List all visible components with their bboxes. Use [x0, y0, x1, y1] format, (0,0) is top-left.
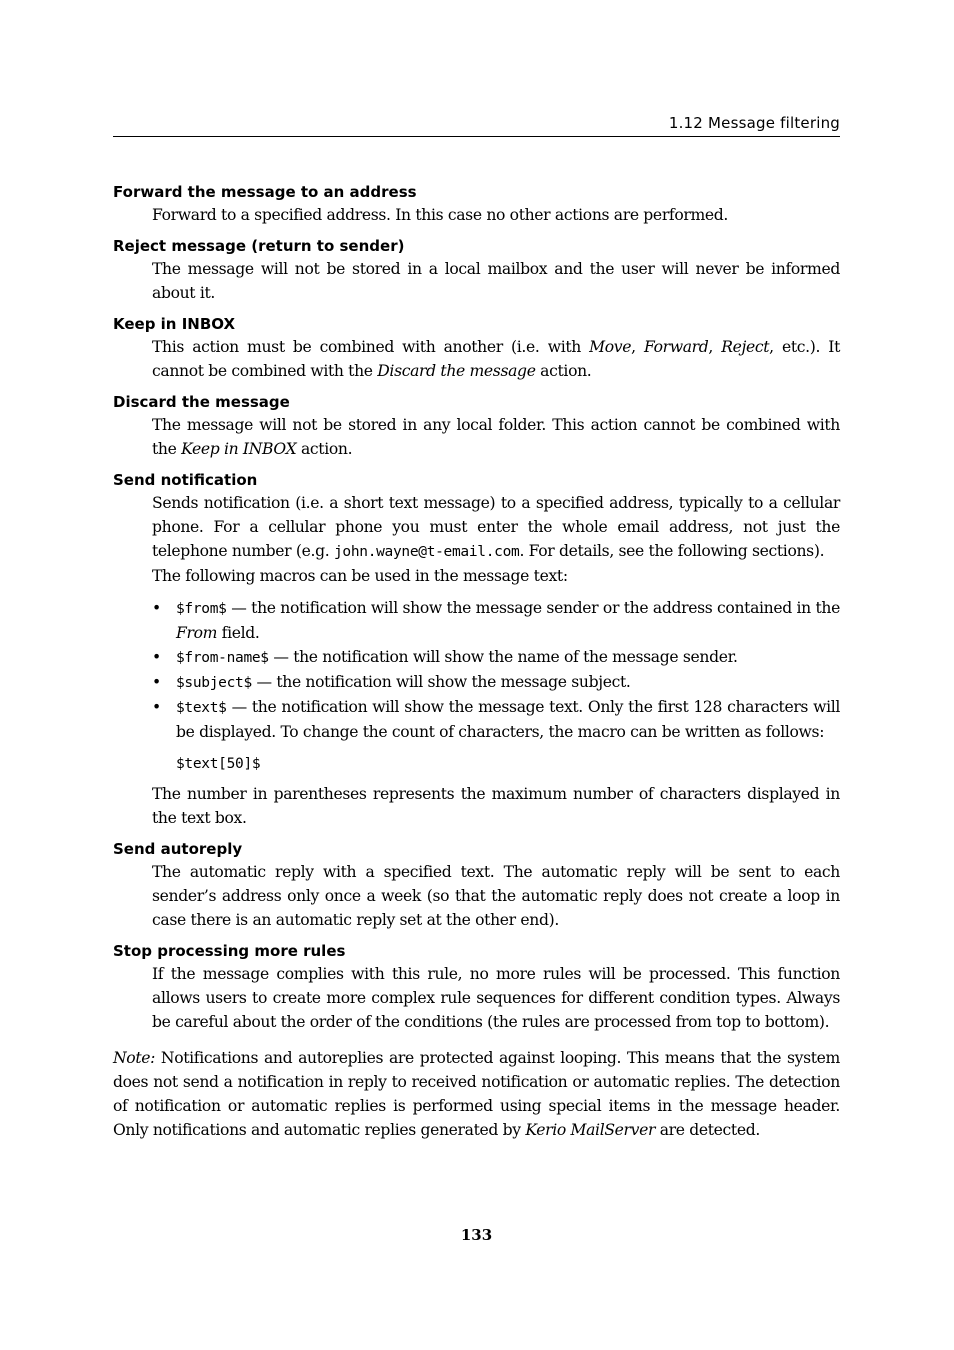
item-send-autoreply	[113, 838, 840, 932]
action-definition-list	[113, 181, 840, 1142]
desc-discard: The message will not be stored in any local folder. This action cannot be combined with the Keep in INBOX action.	[152, 416, 840, 458]
item-keep-in-inbox	[113, 313, 840, 383]
term-forward: Forward the message to an address	[113, 183, 417, 201]
desc-reject: The message will not be stored in a local mailbox and the user will never be informed about it.	[152, 260, 840, 302]
header-rule	[113, 136, 840, 137]
macro-code: $from$	[176, 601, 227, 617]
desc-keep-in-inbox: This action must be combined with another (i.e. with Move, Forward, Reject, etc.). It cannot be combined with the Discard the message action.	[152, 338, 840, 380]
list-item: • $from$ — the notification will show the message sender or the address contained in the From field.	[152, 596, 840, 645]
desc-stop-processing: If the message complies with this rule, no more rules will be processed. This function allows users to create more complex rule sequences for different condition types. Always be careful about the order of the conditions (the rules are processed from top to bottom).	[152, 965, 840, 1031]
list-item: • $subject$ — the notification will show the message subject.	[152, 670, 840, 695]
page-number: 133	[460, 1226, 493, 1244]
note-paragraph: Note: Notifications and autoreplies are protected against looping. This means that the system does not send a notification in reply to received notification or automatic replies. The detection of notification or automatic replies is performed using special items in the message header. Only notifications and automatic replies generated by Kerio MailServer are detected.	[113, 1049, 840, 1139]
desc-forward: Forward to a specified address. In this case no other actions are performed.	[152, 206, 729, 224]
macro-code: $text$	[176, 700, 227, 716]
item-reject	[113, 235, 840, 305]
term-reject: Reject message (return to sender)	[113, 237, 405, 255]
example-email: john.wayne@t-email.com	[333, 544, 520, 560]
macro-code: $subject$	[176, 675, 252, 691]
term-send-notification: Send notification	[113, 471, 258, 489]
list-item: • $from-name$ — the notification will show the name of the message sender.	[152, 645, 840, 670]
item-discard	[113, 391, 840, 461]
desc-send-autoreply: The automatic reply with a specified text. The automatic reply will be sent to each sender’s address only once a week (so that the automatic reply does not create a loop in case there is an automatic reply set at the other end).	[152, 863, 840, 929]
desc-send-notification: Sends notification (i.e. a short text message) to a specified address, typically to a cellular phone. For a cellular phone you must enter the whole email address, not just the telephone number (e.g. john.wayne@t-email.com. For details, see the following sections). The following macros can be used in the message text: • $from$ — the notification will show the message sender or the address contained in the From field. • $from-name$ — the notification will show the name of the message sender. • $subject$ — the notification will show the message subject. • $text$ — the notification will show the message text. Only the first 128 characters will be displayed. To change the count of characters, the macro can be written as follows: $text[50]$ The number in parentheses represents the maximum number of characters displayed in the text box.	[152, 491, 840, 830]
item-send-notification	[113, 469, 840, 830]
note-label: Note:	[113, 1049, 156, 1067]
item-stop-processing	[113, 940, 840, 1034]
macro-code: $from-name$	[176, 650, 269, 666]
list-item: • $text$ — the notification will show the message text. Only the first 128 characters will be displayed. To change the count of characters, the macro can be written as follows:	[152, 695, 840, 744]
term-keep-in-inbox: Keep in INBOX	[113, 315, 236, 333]
term-stop-processing: Stop processing more rules	[113, 942, 346, 960]
term-discard: Discard the message	[113, 393, 290, 411]
term-send-autoreply: Send autoreply	[113, 840, 243, 858]
macro-list	[152, 596, 840, 744]
code-example: $text[50]$	[176, 756, 261, 772]
running-head: 1.12 Message filtering	[668, 114, 840, 132]
item-forward	[113, 181, 840, 227]
